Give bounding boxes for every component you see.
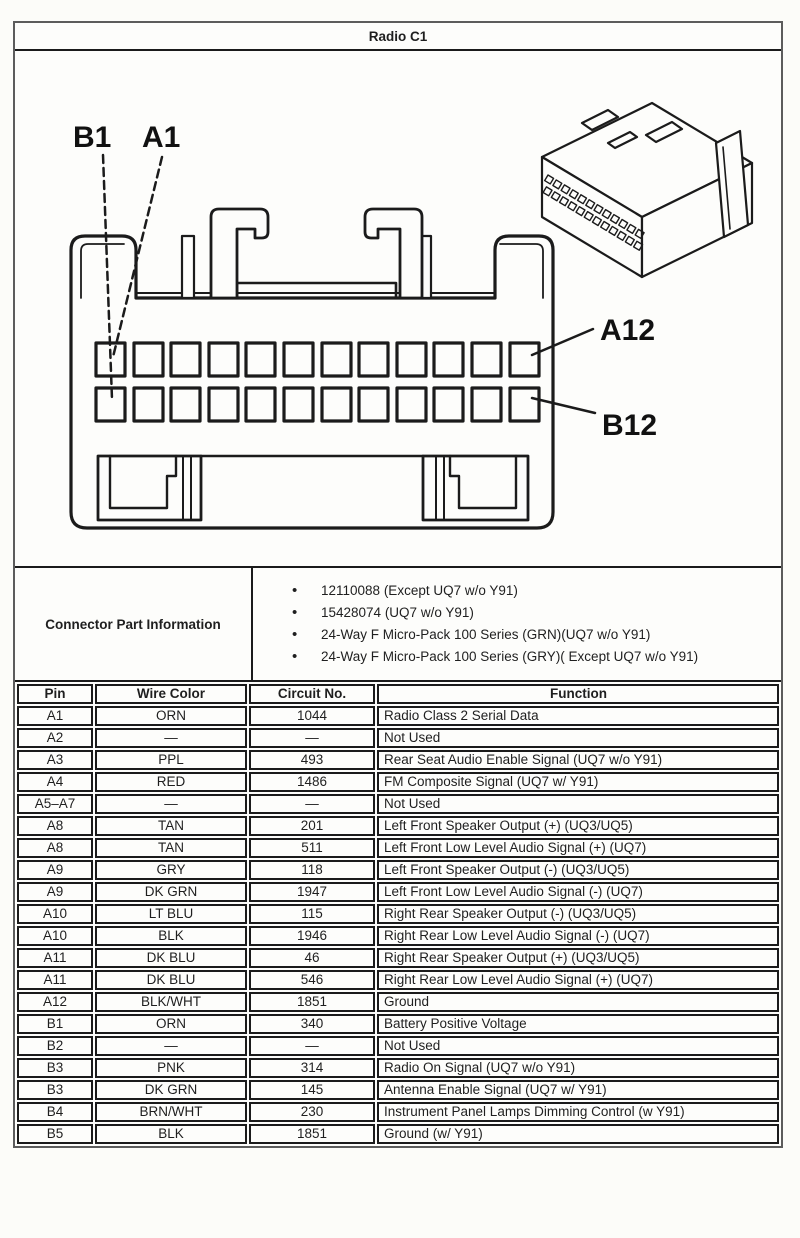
circuit-no-cell: — (249, 794, 375, 814)
pin-cell: A3 (17, 750, 93, 770)
function-cell: Antenna Enable Signal (UQ7 w/ Y91) (377, 1080, 779, 1100)
circuit-no-cell: 145 (249, 1080, 375, 1100)
pin-cell: A11 (17, 948, 93, 968)
pin-cell: B3 (17, 1080, 93, 1100)
mounting-tab-right (365, 209, 422, 298)
function-cell: Right Rear Low Level Audio Signal (-) (UQ7) (377, 926, 779, 946)
table-row (17, 882, 779, 902)
wire-color-cell: PPL (95, 750, 247, 770)
pin-cell: B3 (17, 1058, 93, 1078)
pin-column-header: Pin (17, 684, 93, 704)
part-number-item: • 12110088 (Except UQ7 w/o Y91) (290, 580, 781, 602)
wire-color-cell: BRN/WHT (95, 1102, 247, 1122)
page-title: Radio C1 (368, 28, 428, 44)
pin-label-a12: A12 (600, 314, 656, 347)
pin-cell: A9 (17, 882, 93, 902)
wire-color-cell: BLK/WHT (95, 992, 247, 1012)
table-row (17, 750, 779, 770)
wire-color-cell: TAN (95, 838, 247, 858)
connector-diagram-svg (15, 51, 781, 566)
wire-color-cell: RED (95, 772, 247, 792)
part-number-item: • 24-Way F Micro-Pack 100 Series (GRY)( Except UQ7 w/o Y91) (290, 646, 781, 668)
part-numbers-list (290, 580, 781, 668)
pin-cell: A2 (17, 728, 93, 748)
function-cell: Left Front Speaker Output (-) (UQ3/UQ5) (377, 860, 779, 880)
wire-color-cell: TAN (95, 816, 247, 836)
pin-table (15, 682, 781, 1146)
circuit-no-cell: 1044 (249, 706, 375, 726)
diagram-sheet (13, 21, 783, 1148)
pin-cell: A1 (17, 706, 93, 726)
wire-color-cell: DK BLU (95, 970, 247, 990)
pin-cell: B4 (17, 1102, 93, 1122)
table-row (17, 838, 779, 858)
circuit-no-cell: 340 (249, 1014, 375, 1034)
circuit-no-cell: 493 (249, 750, 375, 770)
table-row (17, 1124, 779, 1144)
pin-cell: A5–A7 (17, 794, 93, 814)
circuit-no-cell: 1946 (249, 926, 375, 946)
function-cell: Radio Class 2 Serial Data (377, 706, 779, 726)
wire-color-cell: — (95, 1036, 247, 1056)
function-column-header: Function (377, 684, 779, 704)
connector-part-info-section (15, 568, 781, 682)
connector-part-info-values (253, 568, 781, 680)
pin-label-b12: B12 (602, 409, 658, 442)
wire-color-cell: BLK (95, 1124, 247, 1144)
connector-part-info-label: Connector Part Information (15, 568, 253, 680)
circuit-no-cell: 1851 (249, 1124, 375, 1144)
table-row (17, 772, 779, 792)
wire-color-cell: PNK (95, 1058, 247, 1078)
pin-label-b1: B1 (73, 121, 112, 154)
table-row (17, 1080, 779, 1100)
circuit-no-column-header: Circuit No. (249, 684, 375, 704)
circuit-no-cell: 115 (249, 904, 375, 924)
table-row (17, 860, 779, 880)
circuit-no-cell: 1851 (249, 992, 375, 1012)
function-cell: FM Composite Signal (UQ7 w/ Y91) (377, 772, 779, 792)
function-cell: Not Used (377, 794, 779, 814)
function-cell: Left Front Speaker Output (+) (UQ3/UQ5) (377, 816, 779, 836)
wire-color-cell: GRY (95, 860, 247, 880)
wire-color-cell: DK BLU (95, 948, 247, 968)
pin-cell: A9 (17, 860, 93, 880)
function-cell: Radio On Signal (UQ7 w/o Y91) (377, 1058, 779, 1078)
pin-cell: A12 (17, 992, 93, 1012)
circuit-no-cell: 546 (249, 970, 375, 990)
pin-cell: A8 (17, 838, 93, 858)
wire-color-cell: LT BLU (95, 904, 247, 924)
function-cell: Right Rear Speaker Output (-) (UQ3/UQ5) (377, 904, 779, 924)
support-column-left (182, 236, 194, 298)
table-row (17, 816, 779, 836)
connector-title-bar (15, 23, 781, 51)
function-cell: Not Used (377, 1036, 779, 1056)
table-row (17, 728, 779, 748)
wire-color-cell: DK GRN (95, 882, 247, 902)
circuit-no-cell: 230 (249, 1102, 375, 1122)
wire-color-cell: — (95, 728, 247, 748)
connector-isometric-view (539, 103, 752, 277)
mounting-tab-left (211, 209, 268, 298)
circuit-no-cell: 118 (249, 860, 375, 880)
wire-color-column-header: Wire Color (95, 684, 247, 704)
circuit-no-cell: 201 (249, 816, 375, 836)
circuit-no-cell: — (249, 728, 375, 748)
pin-cell: B1 (17, 1014, 93, 1034)
pin-cell: A10 (17, 904, 93, 924)
latch-right (423, 456, 528, 520)
wire-color-cell: — (95, 794, 247, 814)
circuit-no-cell: — (249, 1036, 375, 1056)
function-cell: Left Front Low Level Audio Signal (+) (UQ7) (377, 838, 779, 858)
function-cell: Left Front Low Level Audio Signal (-) (UQ7) (377, 882, 779, 902)
pin-cell: B2 (17, 1036, 93, 1056)
table-row (17, 1014, 779, 1034)
pin-table-header-row (17, 684, 779, 704)
function-cell: Rear Seat Audio Enable Signal (UQ7 w/o Y91) (377, 750, 779, 770)
connector-diagram (15, 51, 781, 568)
table-row (17, 904, 779, 924)
table-row (17, 1058, 779, 1078)
pin-cell: B5 (17, 1124, 93, 1144)
latch-left (98, 456, 201, 520)
table-row (17, 1036, 779, 1056)
function-cell: Right Rear Speaker Output (+) (UQ3/UQ5) (377, 948, 779, 968)
table-row (17, 926, 779, 946)
pin-cell: A4 (17, 772, 93, 792)
function-cell: Ground (377, 992, 779, 1012)
pin-cell: A10 (17, 926, 93, 946)
circuit-no-cell: 511 (249, 838, 375, 858)
part-number-item: • 15428074 (UQ7 w/o Y91) (290, 602, 781, 624)
table-row (17, 706, 779, 726)
part-number-item: • 24-Way F Micro-Pack 100 Series (GRN)(UQ7 w/o Y91) (290, 624, 781, 646)
table-row (17, 970, 779, 990)
table-row (17, 1102, 779, 1122)
table-row (17, 992, 779, 1012)
wire-color-cell: DK GRN (95, 1080, 247, 1100)
wire-color-cell: ORN (95, 706, 247, 726)
table-row (17, 948, 779, 968)
pin-label-a1: A1 (142, 121, 181, 154)
wire-color-cell: BLK (95, 926, 247, 946)
table-row (17, 794, 779, 814)
circuit-no-cell: 314 (249, 1058, 375, 1078)
wire-color-cell: ORN (95, 1014, 247, 1034)
function-cell: Instrument Panel Lamps Dimming Control (w Y91) (377, 1102, 779, 1122)
circuit-no-cell: 46 (249, 948, 375, 968)
function-cell: Ground (w/ Y91) (377, 1124, 779, 1144)
pin-cell: A8 (17, 816, 93, 836)
pin-cell: A11 (17, 970, 93, 990)
function-cell: Not Used (377, 728, 779, 748)
circuit-no-cell: 1486 (249, 772, 375, 792)
top-channel (237, 283, 396, 298)
circuit-no-cell: 1947 (249, 882, 375, 902)
function-cell: Battery Positive Voltage (377, 1014, 779, 1034)
function-cell: Right Rear Low Level Audio Signal (+) (UQ7) (377, 970, 779, 990)
